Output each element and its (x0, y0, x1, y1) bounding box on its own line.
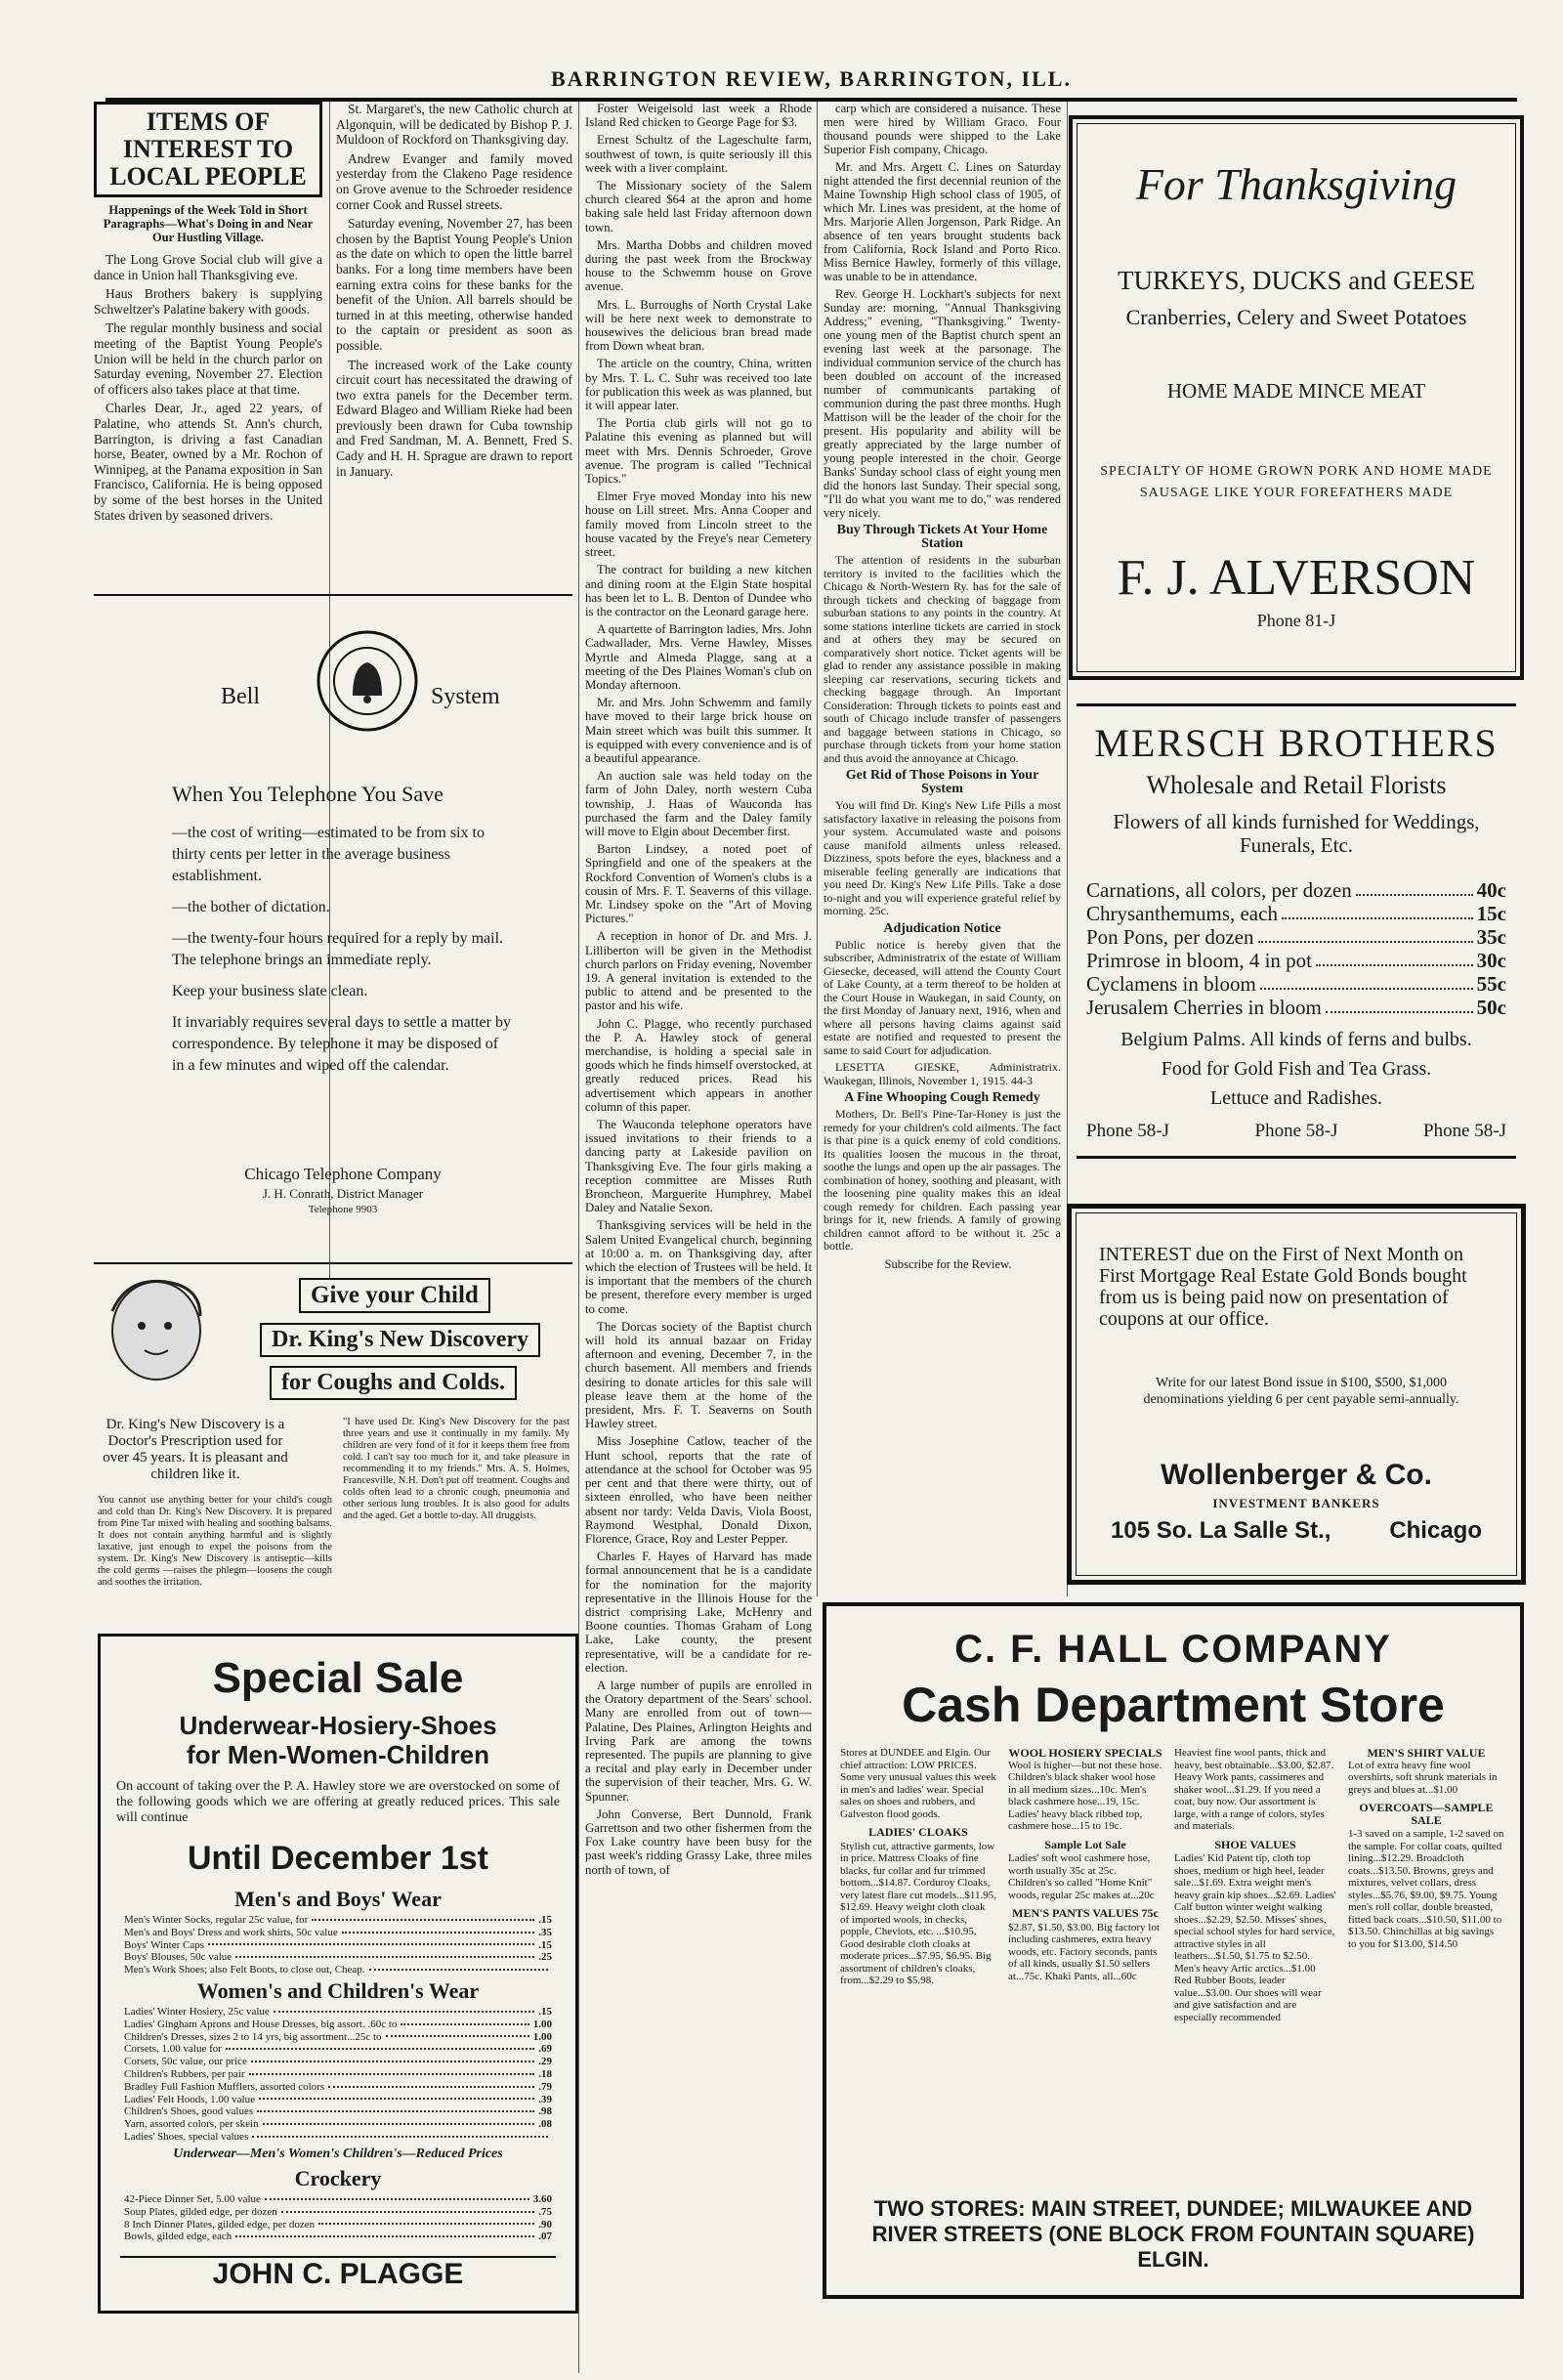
price-value: 50c (1476, 996, 1506, 1019)
mersch-phone: Phone 58-J (1423, 1121, 1506, 1141)
price-value: 35c (1476, 925, 1506, 949)
dot-leader (1260, 972, 1473, 990)
news-item: The article on the country, China, written by Mrs. T. L. C. Suhr was received too late for publication this week as was planned, but it will appear later. (585, 357, 812, 413)
news-item: Andrew Evanger and family moved yesterday from the Clakeno Page residence on Grove avenue to the Schroeder residence corner Cook and Russel streets. (336, 150, 572, 212)
dot-leader (235, 2231, 534, 2237)
dot-leader (1282, 902, 1473, 919)
price-item: Ladies' Gingham Aprons and House Dresses, big assort. .60c to (124, 2018, 398, 2030)
price-item: Boys' Blouses, 50c value (124, 1951, 232, 1964)
dot-leader (342, 1927, 535, 1934)
hall-wool-head: WOOL HOSIERY SPECIALS (1008, 1746, 1162, 1760)
price-row (1086, 972, 1506, 996)
price-row (124, 2043, 552, 2056)
news-heading: A Fine Whooping Cough Remedy (844, 1090, 1040, 1105)
dot-leader (263, 2118, 535, 2125)
price-value: .18 (538, 2067, 552, 2080)
cf-hall-ad (823, 1602, 1524, 2299)
price-item: Primrose in bloom, 4 in pot (1086, 949, 1312, 972)
mersch-phone-row (1086, 1121, 1506, 1142)
price-value: 15c (1476, 902, 1506, 925)
news-item: Mr. and Mrs. Argett C. Lines on Saturday night attended the first decennial reunion of the Maine Township High school class of 1905, of which Mr. Lines was president, at the home of Mrs. Marjorie Allen Jorgenson, Park Ridge. An absence of ten years brought students back from California, Rock Island and Porto Rico. Miss Bernice Hawley, formerly of this village, was unable to be in attendance. (824, 160, 1061, 283)
price-row (124, 2031, 552, 2044)
price-row (1086, 925, 1506, 949)
price-value: 55c (1476, 972, 1506, 996)
news-item: An auction sale was held today on the farm of John Daley, north western Cuba township, J. Haas of Wauconda has purchased the farm and the Daley family will move to Elgin about December first. (585, 769, 812, 838)
news-item: A quartette of Barrington ladies, Mrs. John Cadwallader, Mrs. Verne Hawley, Misses Myrtle and Almeda Plagge, sang at a meeting of the Des Plaines Woman's club on Monday afternoon. (585, 622, 812, 692)
news-item: You will find Dr. King's New Life Pills a most satisfactory laxative in releasing the poisons from your system. Accumulated waste and poisons cause manifold ailments unless released. Dizziness, spots before the eyes, blackness and a miserable feeling generally are indications that you need Dr. King's New Life Pills. Take a dose to-night and you will experience grateful relief by morning. 25c. (824, 798, 1061, 917)
local-news-deck: Happenings of the Week Told in Short Paragraphs—What's Doing in and Near Our Hustling Village. (103, 203, 314, 244)
crockery-heading: Crockery (294, 2166, 382, 2190)
price-item: Children's Shoes, good values (124, 2105, 254, 2118)
alverson-phone: Phone 81-J (1256, 611, 1336, 630)
bell-item: —the twenty-four hours required for a reply by mail. The telephone brings an immediate reply. (172, 930, 504, 968)
bell-seal-icon (314, 627, 421, 735)
news-item: The Wauconda telephone operators have issued invitations to their friends to a dancing party at Lakeside pavilion on Thanksgiving Eve. The four girls making a reception committee are Misses Ruth Broncheon, Marguerite Humphrey, Mabel Daley and Natalie Sexon. (585, 1118, 812, 1215)
woll-name: Wollenberger & Co. (1161, 1459, 1432, 1491)
news-item: St. Margaret's, the new Catholic church at Algonquin, will be dedicated by Bishop P. J. Muldoon of Rockford on Thanksgiving day. (336, 102, 572, 148)
news-item: Saturday evening, November 27, has been chosen by the Baptist Young People's Union as the date on which to open the little barrel banks. For a long time members have been earning extra coins for these banks for the benefit of the Union. All barrels should be turned in at this meeting, otherwise handed to the captain or president as soon as possible. (336, 216, 572, 353)
wollenberger-ad (1067, 1204, 1526, 1585)
news-item: A reception in honor of Dr. and Mrs. J. Lilliberton will be given in the Methodist church parlors on Friday evening, November 19. A general invitation is extended to the public to attend and be presented to the pastor and his wife. (585, 929, 812, 1013)
alverson-line4: SPECIALTY OF HOME GROWN PORK AND HOME MADE SAUSAGE LIKE YOUR FOREFATHERS MADE (1100, 464, 1493, 500)
dot-leader (1326, 996, 1473, 1013)
plagge-until: Until December 1st (188, 1840, 488, 1877)
news-item: Mr. and Mrs. John Schwemm and family have moved to their large brick house on Main street which was built this summer. It is equipped with every convenience and is of a beautiful appearance. (585, 696, 812, 765)
dot-leader (252, 2131, 548, 2138)
bell-item: It invariably requires several days to settle a matter by correspondence. By telephone it may be disposed of in a few minutes and wiped off the calendar. (172, 1014, 511, 1074)
news-item: Charles F. Hayes of Harvard has made formal announcement that he is a candidate for the nomination for the majority representative in the Illinois House for the district comprising Lake, McHenry and Boone counties. Thomas Graham of Long Lake, Lake county, the present representative, will be a candidate for re-election. (585, 1550, 812, 1675)
price-item: Children's Dresses, sizes 2 to 14 yrs, big assortment...25c to (124, 2030, 382, 2043)
price-row (124, 2094, 552, 2106)
price-item: Men's Work Shoes; also Felt Boots, to close out, Cheap. (124, 1964, 365, 1976)
dot-leader (281, 2206, 535, 2213)
price-item: Yarn, assorted colors, per skein (124, 2118, 259, 2131)
price-value: .35 (538, 1926, 552, 1938)
price-row (1086, 902, 1506, 925)
price-item: Cyclamens in bloom (1086, 972, 1256, 996)
mens-heading: Men's and Boys' Wear (234, 1887, 442, 1911)
news-item: The contract for building a new kitchen and dining room at the Elgin State hospital has been let to L. B. Denton of Dundee who is the contractor on the Leonard garage here. (585, 563, 812, 618)
local-news-heading-box (94, 102, 322, 197)
hall-shirt-head: MEN'S SHIRT VALUE (1367, 1746, 1486, 1760)
alverson-script: For Thanksgiving (1135, 159, 1457, 209)
womens-list (124, 2006, 552, 2144)
masthead (106, 61, 1517, 102)
dot-leader (328, 2081, 534, 2088)
plagge-reduced: Underwear—Men's Women's Children's—Reduced Prices (173, 2146, 503, 2161)
price-item: Corsets, 1.00 value for (124, 2043, 222, 2056)
dot-leader (257, 2105, 534, 2112)
hall-intro: Stores at DUNDEE and Elgin. Our chief attraction: LOW PRICES. Some very unusual values this week in men's and ladies' wear. Special sales on shoes and rubbers, and Galveston flood goods. (840, 1747, 996, 1820)
price-value: .15 (538, 1914, 552, 1926)
mersch-price-list (1086, 878, 1506, 1019)
plagge-sub1: Underwear-Hosiery-Shoes (179, 1711, 497, 1740)
bell-body (172, 823, 514, 1086)
dr-king-ad (94, 1262, 572, 1611)
news-item: Miss Josephine Catlow, teacher of the Hunt school, reports that the rate of attendance at the school for October was 95 per cent and that there were thirty, out of sixteen enrolled, who have been neither absent nor tardy: Velda Davis, Viola Boost, Raymond Westphal, Donald Dixon, Florence, Grace, Roy and Lester Pepper. (585, 1434, 812, 1546)
price-row (1086, 878, 1506, 902)
plagge-special-sale-ad (98, 1634, 578, 2314)
price-value: 1.00 (532, 2030, 552, 2043)
price-value: .69 (538, 2043, 552, 2056)
price-value: .15 (538, 1938, 552, 1951)
bell-phone: Telephone 9903 (308, 1204, 378, 1215)
dot-leader (1258, 925, 1473, 943)
mersch-flowers: Flowers of all kinds furnished for Weddings, Funerals, Etc. (1113, 810, 1480, 857)
woll-write: Write for our latest Bond issue in $100, $500, $1,000 denominations yielding 6 per cent payable semi-annually. (1143, 1376, 1459, 1407)
price-row (124, 1939, 552, 1952)
news-item: The Missionary society of the Salem church cleared $64 at the apron and home baking sale held last Friday afternoon down town. (585, 179, 812, 234)
mersch-name: MERSCH BROTHERS (1094, 721, 1499, 765)
news-item: The Long Grove Social club will give a dance in Union hall Thanksgiving eve. (94, 252, 322, 282)
price-row (124, 1914, 552, 1927)
price-row (124, 2131, 552, 2144)
price-value: .08 (538, 2118, 552, 2131)
news-item: Haus Brothers bakery is supplying Schweltzer's Palatine bakery with goods. (94, 286, 322, 317)
dot-leader (312, 1914, 534, 1921)
price-item: Bowls, gilded edge, each (124, 2231, 232, 2243)
king-line2: Dr. King's New Discovery (260, 1323, 540, 1357)
news-heading: Adjudication Notice (883, 920, 1001, 936)
dot-leader (208, 1939, 534, 1946)
news-item: Ernest Schultz of the Lageschulte farm, southwest of town, is quite seriously ill this week with a liver complaint. (585, 133, 812, 175)
price-value: .79 (538, 2080, 552, 2093)
news-item: The regular monthly business and social meeting of the Baptist Young People's Union will be held in the church parlor on Saturday evening, November 27. Election of officers also takes place at that time. (94, 320, 322, 397)
hall-footer: TWO STORES: MAIN STREET, DUNDEE; MILWAUKEE AND RIVER STREETS (ONE BLOCK FROM FOUNTAIN SQUARE) ELGIN. (871, 2196, 1475, 2272)
price-row (124, 2105, 552, 2118)
news-column-3 (585, 102, 812, 2368)
plagge-headline: Special Sale (212, 1654, 464, 1702)
mersch-phone: Phone 58-J (1086, 1121, 1169, 1141)
masthead-title: BARRINGTON REVIEW, BARRINGTON, ILL. (551, 66, 1072, 91)
news-item: Mrs. L. Burroughs of North Crystal Lake will be here next week to demonstrate to housewives the delicious bran bread made from Down wheat bran. (585, 297, 812, 354)
dot-leader (235, 1951, 534, 1958)
news-item: John Converse, Bert Dunnold, Frank Garrettson and two other fishermen from the Fox Lake country have been busy for the past week's ridding Grassy Lake, three miles north of town, of (585, 1806, 812, 1877)
price-item: Men's Winter Socks, regular 25c value, for (124, 1914, 309, 1926)
child-portrait-icon (98, 1272, 215, 1409)
king-body: You cannot use anything better for your child's cough and cold than Dr. King's New Discovery. It is prepared from Pine Tar mixed with healing and soothing balsams. It does not contain anything harmful and is slightly laxative, just enough to expel the poisons from the system. Dr. King's New Discovery is antiseptic—kills the cold germs —raises the phlegm—loosens the cough and soothes the irritation. (98, 1495, 332, 1588)
news-item: The Dorcas society of the Baptist church will hold its annual bazaar on Friday afternoon and evening, December 7, in the church basement. All members and friends desiring to donate articles for this sale will please leave them at the home of the president, Mrs. F. T. Seaverns on South Hawley street. (585, 1319, 812, 1431)
dot-leader (251, 2056, 534, 2062)
price-item: Soup Plates, gilded edge, per dozen (124, 2205, 277, 2218)
price-row (124, 1964, 552, 1976)
price-row (124, 2019, 552, 2031)
news-item: Foster Weigelsold last week a Rhode Island Red chicken to George Page for $3. (585, 102, 812, 130)
king-closing: Don't put off treatment. Coughs and colds often lead to a chronic cough, pneumonia and other serious lung troubles. It is also good for adults and the aged. Get a bottle to-day. All druggists. (343, 1475, 570, 1521)
woll-city: Chicago (1389, 1517, 1482, 1544)
price-value: .15 (538, 2006, 552, 2018)
news-item: The increased work of the Lake county circuit court has necessitated the drawing of two extra panels for the December term. Edward Blageo and William Rieke had been previously been drawn for Cuba township and Fred Sandman, M. A. Bennett, Fred S. Cady and H. H. Sprague are drawn to report in January. (336, 357, 572, 479)
news-item: Mrs. Martha Dobbs and children moved during the past week from the Brockway house to the Schwemm house on Grove avenue. (585, 237, 812, 294)
hall-col3 (1174, 1747, 1336, 2023)
hall-ladies-head: LADIES' CLOAKS (868, 1825, 968, 1839)
hall-over: 1-3 saved on a sample, 1-2 saved on the sample. For collar coats, quilted lining...$12.29. Broadcloth coats...$13.50. Browns, greys and mixtures, velvet collars, dress styles...$5.76, $9.00, $9.75. Young men's roll collar, double breasted, fitted back coats...$10.50, $11.00 to $13.50. Chinchillas at big savings to you for $13.00, $14.50 (1348, 1828, 1504, 1950)
dot-leader (1316, 949, 1473, 966)
news-item: The Portia club girls will not go to Palatine this evening as planned but will meet with Mrs. Dennis Schroeder, Grove avenue. The program is called "Technical Topics." (585, 416, 812, 487)
price-value: .75 (538, 2205, 552, 2218)
price-item: Jerusalem Cherries in bloom (1086, 996, 1322, 1019)
hall-wool: Wool is higher—but not these hose. Children's black shaker wool hose in all medium sizes...10c. Men's black cashmere hose...19, 15c. Ladies' heavy black ribbed top, cashmere hose...15 to 19c. (1008, 1759, 1162, 1832)
price-item: Ladies' Winter Hosiery, 25c value (124, 2006, 270, 2018)
news-item: John C. Plagge, who recently purchased the P. A. Hawley stock of general merchandise, is holding a special sale in goods which he finds himself overstocked, at greatly reduced prices. Read his advertisement which appears in another column of this paper. (585, 1016, 812, 1114)
price-item: Ladies' Felt Hoods, 1.00 value (124, 2093, 255, 2105)
plagge-intro: On account of taking over the P. A. Hawley store we are overstocked on some of the following goods which we are offering at greatly reduced prices. This sale will continue (116, 1779, 560, 1825)
mersch-food: Food for Gold Fish and Tea Grass. (1161, 1058, 1432, 1080)
news-item: Thanksgiving services will be held in the Salem United Evangelical church, beginning at 10:00 a. m. on Thanksgiving day, after which the election of Trustees will be held. It is important that the members of the church be present, therefore every member is urged to come. (585, 1218, 812, 1316)
hall-shoe-head: SHOE VALUES (1214, 1837, 1296, 1851)
price-row (124, 1927, 552, 1939)
bell-left-word: Bell (221, 684, 260, 709)
price-value: 1.00 (532, 2018, 552, 2030)
news-item: Rev. George H. Lockhart's subjects for next Sunday are: morning, "Annual Thanksgiving Address;" evening, "Thanksgiving." Twenty-one young men of the Baptist church spent an evening last week at the parsonage. The individual communion service of the church has been doubled on account of the increased number of communicants partaking of communion during the past three months. Hugh Mattison will be the leader of the choir for the present. His popularity and ability will be greatly appreciated by the large number of young people interested in the choir. George Banks' Sunday school class of eight young men did the honors last Sunday. Their special song, "I'll do what you want me to do," was rendered very nicely. (824, 287, 1061, 520)
price-item: Chrysanthemums, each (1086, 902, 1278, 925)
news-item: Elmer Frye moved Monday into his new house on Lill street. Mrs. Anna Cooper and family moved from Lincoln street to the house vacated by the Freye's near Cemetery street. (585, 489, 812, 560)
bell-manager: J. H. Conrath, District Manager (262, 1186, 424, 1201)
mersch-brothers-ad (1077, 703, 1516, 1159)
king-line1: Give your Child (299, 1278, 490, 1313)
king-testimonial (343, 1417, 570, 1522)
plagge-sub2: for Men-Women-Children (186, 1740, 490, 1769)
column-rule (817, 102, 818, 1596)
price-item: Boys' Winter Caps (124, 1938, 205, 1951)
hall-col4 (1348, 1747, 1504, 1950)
alverson-name: F. J. ALVERSON (1117, 550, 1476, 606)
dot-leader (249, 2068, 535, 2075)
hall-name: C. F. HALL COMPANY (954, 1628, 1392, 1671)
dot-leader (259, 2094, 534, 2101)
news-item: Barton Lindsey, a noted poet of Springfield and one of the speakers at the Rockford Convention of Women's clubs is a cousin of Mrs. F. T. Seaverns of this village. Mr. Lindsey spoke on the "Art of Moving Pictures." (585, 842, 812, 926)
price-row (124, 2231, 552, 2243)
bell-item: Keep your business slate clean. (172, 983, 368, 999)
legal-signature: LESETTA GIESKE, Administratrix. Waukegan, Illinois, November 1, 1915. 44-3 (824, 1060, 1061, 1087)
price-item: Men's and Boys' Dress and work shirts, 50c value (124, 1926, 338, 1938)
price-item: Children's Rubbers, per pair (124, 2067, 245, 2080)
hall-pants-head: MEN'S PANTS VALUES 75c (1012, 1906, 1159, 1920)
price-row (124, 2206, 552, 2219)
price-item: Pon Pons, per dozen (1086, 925, 1254, 949)
news-item: A large number of pupils are enrolled in the Oratory department of the Sears' school. Many are enrolled from out of town—Palatine, Des Plaines, Arlington Heights and Irving Park are among the towns represented. The pupils are planning to give a recital and play early in December under the supervision of their teacher, Mrs. G. W. Spunner. (585, 1678, 812, 1804)
local-news-title: ITEMS OF INTEREST TO LOCAL PEOPLE (109, 107, 307, 191)
news-column-4 (824, 102, 1061, 1587)
price-row (124, 1951, 552, 1964)
hall-store: Cash Department Store (902, 1678, 1445, 1732)
dot-leader (369, 1964, 548, 1971)
bell-company: Chicago Telephone Company (244, 1165, 442, 1183)
hall-lot-head: Sample Lot Sale (1044, 1837, 1126, 1851)
dot-leader (318, 2219, 534, 2226)
price-row (124, 2006, 552, 2019)
alverson-line1: TURKEYS, DUCKS and GEESE (1117, 266, 1475, 295)
woll-sub: INVESTMENT BANKERS (1212, 1496, 1380, 1510)
price-value: .39 (538, 2093, 552, 2105)
hall-red-boots: Red Rubber Boots, leader value...$3.00. Our shoes will wear and give satisfaction and are especially recommended (1174, 1975, 1322, 2023)
price-value: 3.60 (532, 2193, 552, 2205)
woll-address: 105 So. La Salle St., (1111, 1517, 1331, 1544)
bell-telephone-ad (94, 594, 572, 1253)
alverson-line3: HOME MADE MINCE MEAT (1166, 379, 1426, 403)
plagge-store-name: JOHN C. PLAGGE (120, 2256, 556, 2291)
subscribe-note: Subscribe for the Review. (884, 1256, 1012, 1271)
king-line3: for Coughs and Colds. (270, 1366, 517, 1400)
bell-headline: When You Telephone You Save (172, 782, 444, 806)
hall-lot: Ladies' soft wool cashmere hose, worth usually 35c at 25c. Children's so called "Home Knit" woods, regular 25c makes at...20c (1008, 1852, 1155, 1901)
mersch-sub: Wholesale and Retail Florists (1146, 771, 1447, 799)
bell-item: —the cost of writing—estimated to be from six to thirty cents per letter in the average business establishment. (172, 825, 485, 884)
news-heading: Buy Through Tickets At Your Home Station (836, 523, 1048, 551)
woll-address-row (1111, 1517, 1482, 1545)
news-item: carp which are considered a nuisance. These men were hired by William Graco. Four thousand pounds were shipped to the Lake Superior Fish company, Chicago. (824, 102, 1061, 156)
price-item: Corsets, 50c value, our price (124, 2056, 247, 2068)
bell-right-word: System (431, 684, 500, 709)
hall-shirt: Lot of extra heavy fine wool overshirts, soft shrunk materials in greys and blues at...$1.00 (1348, 1759, 1498, 1796)
hall-col1 (840, 1747, 996, 1987)
price-item: Bradley Full Fashion Mufflers, assorted colors (124, 2080, 325, 2093)
dot-leader (386, 2031, 529, 2038)
price-row (124, 2219, 552, 2231)
local-news-column (94, 102, 322, 571)
dot-leader (226, 2043, 534, 2050)
news-item: The attention of residents in the suburban territory is invited to the facilities which the Chicago & North-Western Ry. has for the sale of through tickets and checking of baggage from suburban stations to any points in the country. At some stations interline tickets are carried in stock and at others they may be secured on comparatively short notice. Ticket agents will be glad to render any assistance possible in making sleeping car reservations, securing tickets and checking baggage through. An Important Consideration: Through tickets to points east and south of Chicago include transfer of passengers and baggage between stations in Chicago, so purchase through tickets from your home station and thus avoid the annoyance at Chicago. (824, 553, 1061, 765)
mersch-lettuce: Lettuce and Radishes. (1209, 1087, 1383, 1109)
woll-headline: INTEREST due on the First of Next Month on First Mortgage Real Estate Gold Bonds bought from us is being paid now on presentation of coupons at our office. (1099, 1244, 1467, 1330)
price-value: .90 (538, 2218, 552, 2231)
news-item: Mothers, Dr. Bell's Pine-Tar-Honey is just the remedy for your children's cold ailments. The fact is that pine is a quick enemy of cold conditions. Its qualities loosen the mucous in the throat, soothe the lungs and open up the air passages. The combination of honey, soothing and pleasant, with the loosening pine quality makes this an ideal cough remedy for children. Each passing year brings for it, new friends. A family of growing children cannot afford to be without it. 25c a bottle. (824, 1107, 1061, 1253)
hall-shoe: Ladies' Kid Patent tip, cloth top shoes, medium or high heel, leader sale...$1.69. Extra weight men's heavy grain kip shoes...$2.69. Ladies' Calf button winter weight walking shoes...$2.29, $2.50. Misses' shoes, special school styles for hard service, attractive styles in all leathers...$1.50, $1.75 to $2.50. Men's heavy Artic arctics...$1.00 (1174, 1852, 1336, 1975)
king-testimonial-text: "I have used Dr. King's New Discovery for the past three years and use it continually in my family. My children are very fond of it for it keeps them free from cold. I can't say too much for it, and take pleasure in recommending it to my friends." Mrs. A. S. Holmes, Francesville, N.H. (343, 1417, 570, 1486)
crockery-list (124, 2193, 552, 2243)
price-row (1086, 949, 1506, 972)
mersch-phone: Phone 58-J (1254, 1121, 1338, 1141)
price-value: .29 (538, 2056, 552, 2068)
mens-list (124, 1914, 552, 1976)
price-value: .25 (538, 1951, 552, 1964)
price-row (124, 2056, 552, 2068)
news-item: Public notice is hereby given that the subscriber, Administratrix of the estate of William Giesecke, deceased, will attend the County Court of Lake County, at a term thereof to be holden at the Court House in Waukegan, in said County, on the first Monday of January next, 1916, when and where all persons having claims against said estate are notified and requested to present the same to said Court for adjudication. (824, 937, 1061, 1057)
hall-col3-text: Heaviest fine wool pants, thick and heavy, best obtainable...$3.00, $2.87. Heavy Work pants, cassimeres and shaker wool...$1.29. If you need a coat, buy now. Our assortment is large, with a range of colors, styles and materials. (1174, 1747, 1334, 1832)
alverson-line2: Cranberries, Celery and Sweet Potatoes (1125, 305, 1467, 329)
price-item: Ladies' Shoes, special values (124, 2130, 249, 2143)
price-item: 42-Piece Dinner Set, 5.00 value (124, 2193, 261, 2205)
king-body-left: Dr. King's New Discovery is a Doctor's Prescription used for over 45 years. It is pleasant and children like it. (103, 1417, 288, 1482)
price-row (124, 2068, 552, 2081)
hall-pants: $2.87, $1.50, $3.00. Big factory lot including cashmeres, extra heavy woods, etc. Factory seconds, pants of all kinds, usually $1.50 sellers at...75c. Khaki Pants, all...60c (1008, 1921, 1160, 1982)
news-item: Charles Dear, Jr., aged 22 years, of Palatine, who attends St. Ann's church, Barrington, is driving a fast Canadian horse, Beater, owned by a Mr. Rochon of Winnipeg, at the Panama exposition in San Francisco, California. He is being opposed by some of the best horses in the United States driven by seasoned drivers. (94, 401, 322, 523)
hall-col2 (1008, 1747, 1162, 1982)
hall-over-head: OVERCOATS—SAMPLE SALE (1359, 1801, 1494, 1827)
dot-leader (401, 2019, 528, 2025)
price-value: 30c (1476, 949, 1506, 972)
price-item: 8 Inch Dinner Plates, gilded edge, per dozen (124, 2218, 316, 2231)
mersch-palms: Belgium Palms. All kinds of ferns and bulbs. (1120, 1029, 1472, 1050)
news-heading: Get Rid of Those Poisons in Your System (845, 768, 1039, 796)
dot-leader (265, 2193, 529, 2200)
price-row (124, 2081, 552, 2094)
dot-leader (1356, 878, 1473, 896)
column-rule (578, 102, 579, 2373)
price-row (124, 2118, 552, 2131)
price-row (124, 2193, 552, 2206)
alverson-ad (1069, 115, 1524, 680)
price-value: .98 (538, 2105, 552, 2118)
womens-heading: Women's and Children's Wear (196, 1978, 480, 2003)
price-value: .07 (538, 2231, 552, 2243)
hall-ladies: Stylish cut, attractive garments, low in price. Mattress Cloaks of fine blacks, fur collar and fur trimmed bottom...$14.87. Corduroy Cloaks, very latest flare cut models...$11.95, $12.69. Heavy weight cloth cloak of imported wools, in checks, popple, Cheviots, etc. ...$10.95. Good desirable cloth cloaks at moderate prices...$7.95, $6.95. Big assortment of children's cloaks, from...$2.29 to $5.98. (840, 1840, 996, 1986)
price-row (1086, 996, 1506, 1019)
bell-item: —the bother of dictation. (172, 899, 330, 915)
dot-leader (274, 2006, 534, 2013)
news-column-2 (336, 102, 572, 590)
price-item: Carnations, all colors, per dozen (1086, 878, 1352, 902)
price-value: 40c (1476, 878, 1506, 902)
